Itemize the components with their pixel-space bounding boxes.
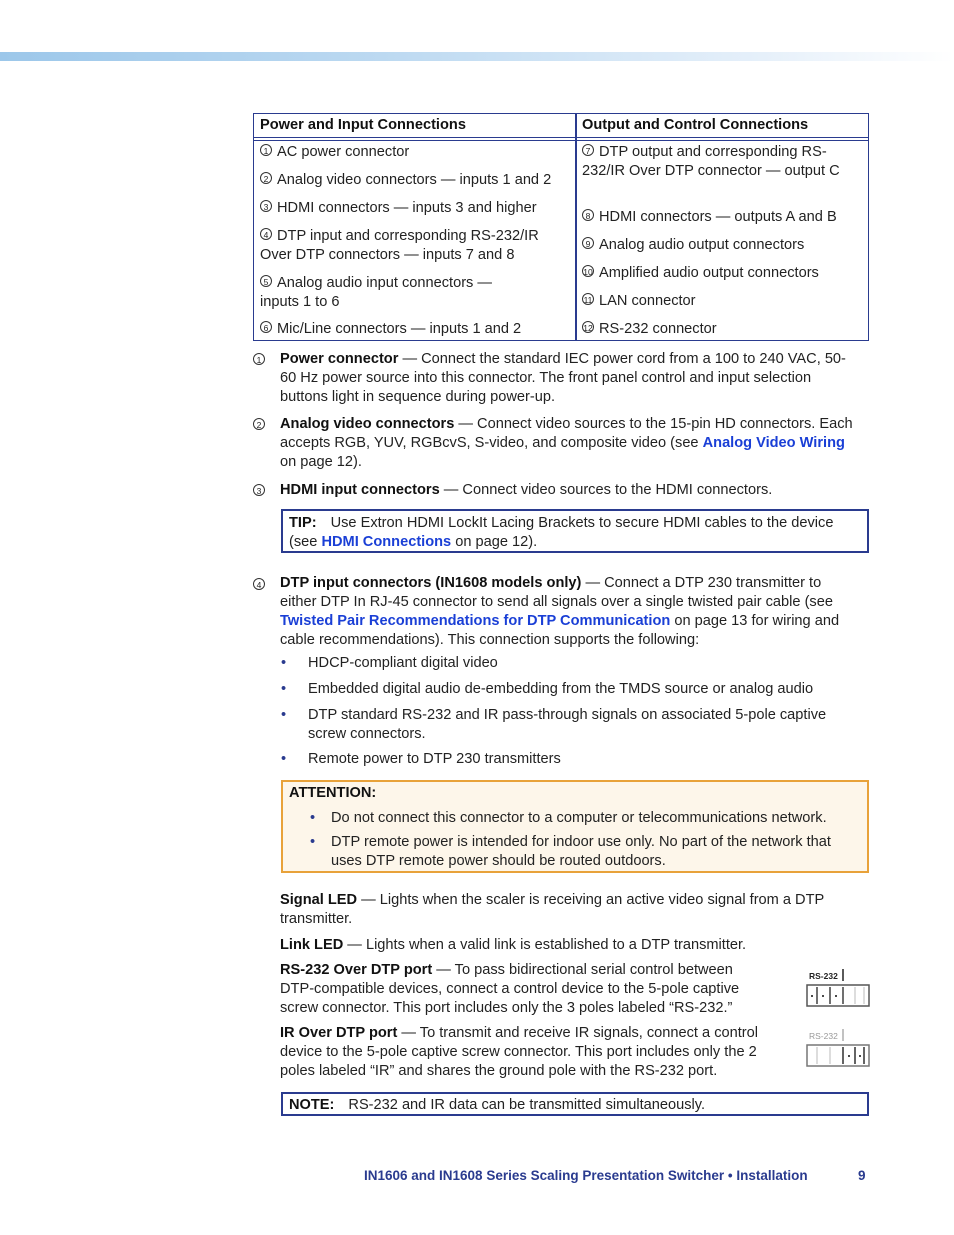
cell-text: Analog audio output connectors [599,237,805,253]
link-led-description [280,936,860,955]
attention-text: DTP remote power is intended for indoor use only. No part of the network that uses DTP remote power should be routed outdoors. [331,834,831,869]
item-text: — To transmit and receive IR signals, connect a control device to the 5-pole captive screw connector. This port includes only the 2 poles labeled “IR” and shares the ground pole with the RS-232 port. [280,1025,759,1079]
item-title: Analog video connectors [280,416,455,432]
callout-number: 4 [260,228,272,240]
callout-number: 7 [582,144,594,156]
cell-text: Mic/Line connectors — inputs 1 and 2 [277,321,522,337]
cell-text: HDMI connectors — outputs A and B [599,209,837,225]
attention-item [310,833,861,871]
item-text-after: on page 12). [280,454,362,470]
cell-text: DTP output and corresponding RS-232/IR Over DTP connector — output C [582,144,840,179]
port-label: RS-232 [809,971,838,981]
bullet-item [281,654,868,673]
tip-text: Use Extron HDMI LockIt Lacing Brackets to secure HDMI cables to the device (see [289,515,834,550]
item-text: — Connect the standard IEC power cord from a 100 to 240 VAC, 50-60 Hz power source into this connector. The front panel control and input selection buttons light in sequence during power-up. [280,351,846,405]
rs232-port-diagram [806,967,870,1013]
header-output-control: Output and Control Connections [582,117,809,133]
tip-label: TIP: [289,515,317,531]
attention-label: ATTENTION: [289,785,377,801]
ir-port-description [280,1024,785,1081]
cell-text: DTP input and corresponding RS-232/IR Over DTP connectors — inputs 7 and 8 [260,228,539,263]
bullet-dot: • [281,707,287,723]
table-cell-12 [582,320,866,339]
item-title: Power connector [280,351,399,367]
table-cell-8 [582,208,866,227]
bullet-dot: • [281,655,287,671]
bullet-text: Remote power to DTP 230 transmitters [308,751,561,767]
bullet-text: Embedded digital audio de-embedding from the TMDS source or analog audio [308,681,814,697]
tip-text-after: on page 12). [451,534,538,550]
item-text: — To pass bidirectional serial control between DTP-compatible devices, connect a control device to the 5-pole captive screw connector. This port includes only the 3 poles labeled “RS-232.” [280,962,740,1016]
item-title: Link LED [280,937,344,953]
captive-screw-connector-icon [806,1027,870,1069]
attention-box [281,780,869,873]
table-cell-2 [260,171,572,190]
signal-led-description [280,891,855,929]
table-cell-5 [260,274,500,311]
item-text: — Lights when a valid link is established to a DTP transmitter. [343,937,747,953]
callout-number: 9 [582,237,594,249]
table-cell-4 [260,227,560,264]
note-label: NOTE: [289,1097,335,1113]
callout-number: 10 [583,267,593,277]
rs232-port-description [280,961,768,1018]
callout-marker-3: 3 [253,484,265,496]
hdmi-connections-link[interactable]: HDMI Connections [321,534,452,550]
analog-video-description [280,415,860,472]
tip-content [289,514,863,552]
page-number: 9 [858,1168,866,1183]
item-text-after: on page 13 for wiring and cable recommendations). This connection supports the following: [280,613,840,648]
item-title: Signal LED [280,892,358,908]
callout-number: 2 [260,172,272,184]
header-bar [0,52,954,61]
bullet-dot: • [281,681,287,697]
callout-number: 5 [260,275,272,287]
item-title: RS-232 Over DTP port [280,962,433,978]
header-divider [254,138,868,141]
twisted-pair-link[interactable]: Twisted Pair Recommendations for DTP Communication [280,613,671,629]
bullet-item [281,750,868,769]
note-content [289,1096,705,1115]
power-connector-description [280,350,860,407]
item-title: DTP input connectors (IN1608 models only) [280,575,582,591]
item-text: — Connect video sources to the 15-pin HD connectors. Each accepts RGB, YUV, RGBcvS, S-video, and composite video (see [280,416,853,451]
item-text: — Lights when the scaler is receiving an active video signal from a DTP transmitter. [280,892,824,927]
cell-text: AC power connector [277,144,410,160]
cell-text: Amplified audio output connectors [599,265,819,281]
callout-number: 8 [582,209,594,221]
callout-marker-1: 1 [253,353,265,365]
cell-text: Analog audio input connectors — inputs 1 to 6 [260,275,492,310]
column-divider [575,114,577,340]
callout-number: 12 [583,323,593,333]
item-text: — Connect a DTP 230 transmitter to either DTP In RJ-45 connector to send all signals over a single twisted pair cable (see [280,575,833,610]
callout-marker-2: 2 [253,418,265,430]
item-title: IR Over DTP port [280,1025,398,1041]
table-cell-6 [260,320,572,339]
dtp-input-description [280,574,860,650]
callout-number: 11 [583,295,593,305]
table-cell-1 [260,143,572,162]
bullet-item [281,680,868,699]
bullet-text: DTP standard RS-232 and IR pass-through signals on associated 5-pole captive screw connectors. [308,707,827,742]
table-cell-11 [582,292,866,311]
bullet-dot: • [281,751,287,767]
table-header [254,114,868,138]
callout-number: 6 [260,321,272,333]
hdmi-input-description [280,481,860,500]
note-text: RS-232 and IR data can be transmitted simultaneously. [348,1097,706,1113]
callout-number: 3 [260,200,272,212]
tip-box [281,509,869,553]
callout-number: 1 [260,144,272,156]
cell-text: RS-232 connector [599,321,717,337]
attention-item [310,809,861,828]
cell-text: HDMI connectors — inputs 3 and higher [277,200,537,216]
ir-port-diagram [806,1027,870,1073]
bullet-dot: • [310,834,316,850]
table-cell-9 [582,236,866,255]
attention-text: Do not connect this connector to a computer or telecommunications network. [331,810,827,826]
callout-marker-4: 4 [253,578,265,590]
table-cell-10 [582,264,866,283]
cell-text: Analog video connectors — inputs 1 and 2 [277,172,552,188]
analog-video-wiring-link[interactable]: Analog Video Wiring [702,435,845,451]
table-cell-7 [582,143,842,180]
cell-text: LAN connector [599,293,696,309]
note-box [281,1092,869,1116]
bullet-text: HDCP-compliant digital video [308,655,498,671]
footer-title: IN1606 and IN1608 Series Scaling Presentation Switcher • Installation [364,1168,808,1183]
port-label: RS-232 [809,1031,838,1041]
header-power-input: Power and Input Connections [260,117,466,133]
item-title: HDMI input connectors [280,482,440,498]
bullet-dot: • [310,810,316,826]
item-text: — Connect video sources to the HDMI connectors. [439,482,773,498]
captive-screw-connector-icon [806,967,870,1009]
table-cell-3 [260,199,572,218]
bullet-item [281,706,858,744]
connections-table [253,113,869,341]
